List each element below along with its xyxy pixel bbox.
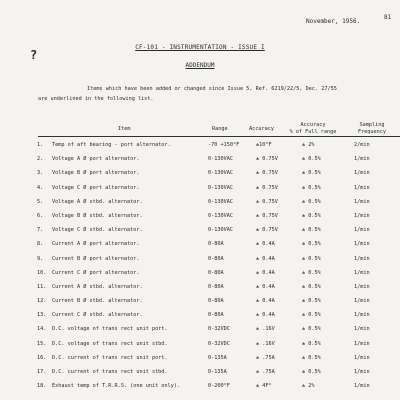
row-item: D.C. voltage of trans rect unit port.	[52, 326, 168, 333]
row-number: 9.	[37, 255, 44, 262]
document-subtitle: ADDENDUM	[185, 62, 215, 69]
row-range: 0-80A	[208, 241, 224, 248]
row-range: 0-130VAC	[208, 212, 233, 219]
row-sampling: 1/min	[354, 198, 370, 205]
row-accuracy-full-range: ± 2%	[302, 383, 315, 390]
intro-line-1: Items which have been added or changed since Issue 5, Ref. 6219/22/5, Dec. 27/55	[87, 86, 337, 92]
header-sampling-frequency	[346, 122, 398, 136]
header-range: Range	[212, 126, 228, 132]
row-range: -70 +150°F	[208, 142, 240, 148]
row-accuracy: ± .16V	[256, 340, 275, 347]
row-item: Current A Ø port alternator.	[52, 241, 140, 248]
row-number: 17.	[37, 369, 47, 375]
table-row	[0, 156, 400, 170]
row-sampling: 1/min	[354, 383, 370, 390]
row-number: 6.	[37, 212, 44, 219]
row-range: 0-32VDC	[208, 340, 230, 347]
table-row	[0, 270, 400, 284]
row-sampling: 2/min	[354, 142, 370, 148]
row-sampling: 1/min	[354, 170, 370, 177]
row-number: 2.	[37, 156, 44, 163]
row-sampling: 1/min	[354, 326, 370, 333]
row-sampling: 1/min	[354, 156, 370, 163]
row-number: 7.	[37, 227, 44, 234]
row-sampling: 1/min	[354, 340, 370, 347]
row-sampling: 1/min	[354, 241, 370, 248]
row-sampling: 1/min	[354, 369, 370, 375]
row-accuracy: ± 0.75V	[256, 156, 278, 163]
row-number: 1.	[37, 142, 44, 148]
row-item: Voltage B Ø stbd. alternator.	[52, 212, 143, 219]
header-accuracy-full-range-line-1: Accuracy	[300, 122, 326, 128]
row-item: Voltage A Ø stbd. alternator.	[52, 198, 143, 205]
row-item: Current A Ø stbd. alternator.	[52, 283, 143, 290]
row-number: 18.	[37, 383, 47, 390]
table-row	[0, 256, 400, 270]
table-row	[0, 227, 400, 241]
row-range: 0-80A	[208, 298, 224, 305]
row-accuracy-full-range: ± 0.5%	[302, 369, 321, 375]
row-accuracy: ± 0.4A	[256, 241, 275, 248]
row-accuracy: ± .16V	[256, 326, 275, 333]
table-row	[0, 298, 400, 312]
table-row	[0, 355, 400, 369]
row-item: D.C. current of trans rect unit port.	[52, 354, 168, 361]
header-item: Item	[118, 126, 131, 132]
table-row	[0, 284, 400, 298]
row-accuracy-full-range: ± 2%	[302, 142, 315, 148]
row-range: 0-80A	[208, 255, 224, 262]
row-item: Voltage B Ø port alternator.	[52, 170, 140, 177]
row-item: Current B Ø port alternator.	[52, 255, 140, 262]
row-number: 8.	[37, 241, 44, 248]
row-accuracy: ± 0.4A	[256, 283, 275, 290]
row-sampling: 1/min	[354, 184, 370, 191]
row-sampling: 1/min	[354, 255, 370, 262]
row-number: 16.	[37, 354, 47, 361]
table-row	[0, 199, 400, 213]
row-sampling: 1/min	[354, 269, 370, 276]
table-row	[0, 341, 400, 355]
row-number: 15.	[37, 340, 47, 347]
row-accuracy: ± 0.75V	[256, 227, 278, 234]
row-range: 0-80A	[208, 269, 224, 276]
table-body	[0, 142, 400, 397]
header-rule	[38, 136, 400, 137]
row-range: 0-130VAC	[208, 170, 233, 177]
margin-mark: ?	[30, 48, 38, 62]
row-number: 4.	[37, 184, 44, 191]
row-accuracy: ± 0.4A	[256, 269, 275, 276]
row-range: 0-130VAC	[208, 198, 233, 205]
intro-line-2: are underlined in the following list.	[38, 96, 154, 102]
table-row	[0, 170, 400, 184]
row-number: 10.	[37, 269, 47, 276]
row-accuracy-full-range: ± 0.5%	[302, 212, 321, 219]
row-accuracy: ± 0.75V	[256, 198, 278, 205]
row-number: 3.	[37, 170, 44, 177]
header-accuracy-full-range	[283, 122, 343, 136]
row-accuracy: ± 0.75V	[256, 212, 278, 219]
row-number: 14.	[37, 326, 47, 333]
row-item: Current C Ø stbd. alternator.	[52, 312, 143, 319]
row-item: Current B Ø stbd. alternator.	[52, 298, 143, 305]
row-range: 0-135A	[208, 354, 227, 361]
row-number: 11.	[37, 283, 47, 290]
header-accuracy: Accuracy	[249, 126, 274, 132]
row-range: 0-130VAC	[208, 184, 233, 191]
row-accuracy-full-range: ± 0.5%	[302, 269, 321, 276]
row-accuracy: ± 4F°	[256, 383, 272, 390]
row-sampling: 1/min	[354, 227, 370, 234]
table-row	[0, 241, 400, 255]
row-accuracy-full-range: ± 0.5%	[302, 184, 321, 191]
row-item: Current C Ø port alternator.	[52, 269, 140, 276]
row-accuracy: ± 0.75V	[256, 170, 278, 177]
table-row	[0, 312, 400, 326]
row-item: D.C. current of trans rect unit stbd.	[52, 369, 168, 375]
row-range: 0-80A	[208, 312, 224, 319]
row-item: D.C. voltage of trans rect unit stbd.	[52, 340, 168, 347]
row-accuracy-full-range: ± 0.5%	[302, 227, 321, 234]
header-accuracy-full-range-line-2: % of Full range	[289, 129, 337, 135]
row-accuracy-full-range: ± 0.5%	[302, 255, 321, 262]
row-accuracy-full-range: ± 0.5%	[302, 170, 321, 177]
header-sampling-line-1: Sampling	[359, 122, 385, 128]
header-sampling-line-2: Frequency	[357, 129, 387, 135]
row-range: 0-200°F	[208, 383, 230, 390]
row-item: Exhaust temp of T.R.R.S. (one unit only).	[52, 383, 181, 390]
table-row	[0, 185, 400, 199]
row-range: 0-135A	[208, 369, 227, 375]
row-accuracy-full-range: ± 0.5%	[302, 312, 321, 319]
row-accuracy-full-range: ± 0.5%	[302, 354, 321, 361]
row-accuracy: ± 0.4A	[256, 312, 275, 319]
row-accuracy-full-range: ± 0.5%	[302, 326, 321, 333]
row-number: 13.	[37, 312, 47, 319]
row-number: 12.	[37, 298, 47, 305]
table-row	[0, 142, 400, 156]
row-sampling: 1/min	[354, 312, 370, 319]
row-accuracy: ± .75A	[256, 369, 275, 375]
row-accuracy: ± 0.4A	[256, 298, 275, 305]
table-row	[0, 369, 400, 383]
row-sampling: 1/min	[354, 298, 370, 305]
row-accuracy-full-range: ± 0.5%	[302, 241, 321, 248]
row-range: 0-32VDC	[208, 326, 230, 333]
row-accuracy: ± 0.4A	[256, 255, 275, 262]
row-range: 0-130VAC	[208, 156, 233, 163]
row-accuracy-full-range: ± 0.5%	[302, 340, 321, 347]
row-accuracy: ± .75A	[256, 354, 275, 361]
row-accuracy-full-range: ± 0.5%	[302, 298, 321, 305]
row-range: 0-130VAC	[208, 227, 233, 234]
table-row	[0, 383, 400, 397]
table-row	[0, 326, 400, 340]
document-title: CF-101 - INSTRUMENTATION - ISSUE I	[135, 44, 265, 51]
row-item: Voltage C Ø stbd. alternator.	[52, 227, 143, 234]
row-item: Temp of aft bearing - port alternator.	[52, 142, 171, 148]
row-accuracy: ±10°F	[256, 142, 272, 148]
row-number: 5.	[37, 198, 44, 205]
row-sampling: 1/min	[354, 283, 370, 290]
row-range: 0-80A	[208, 283, 224, 290]
row-accuracy-full-range: ± 0.5%	[302, 283, 321, 290]
row-accuracy-full-range: ± 0.5%	[302, 198, 321, 205]
row-accuracy-full-range: ± 0.5%	[302, 156, 321, 163]
row-item: Voltage A Ø port alternator.	[52, 156, 140, 163]
row-item: Voltage C Ø port alternator.	[52, 184, 140, 191]
row-sampling: 1/min	[354, 354, 370, 361]
row-sampling: 1/min	[354, 212, 370, 219]
table-row	[0, 213, 400, 227]
document-date: November, 1956.	[306, 18, 361, 25]
page-number: 81	[384, 14, 392, 21]
row-accuracy: ± 0.75V	[256, 184, 278, 191]
